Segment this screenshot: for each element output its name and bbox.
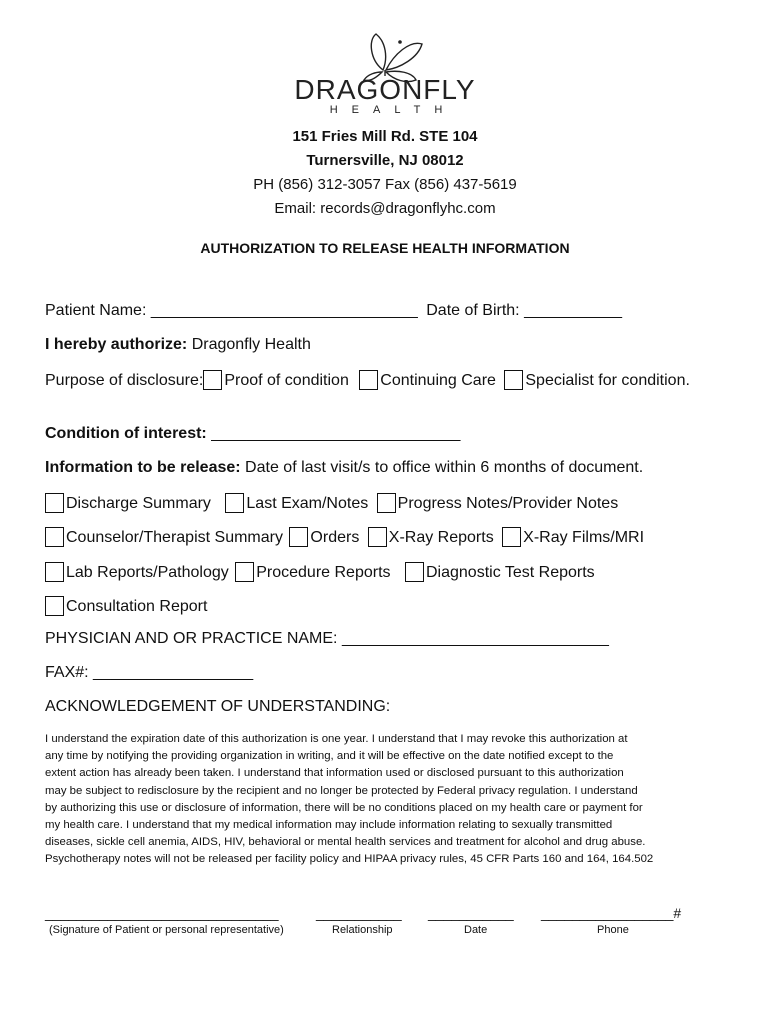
signature-label: (Signature of Patient or personal representative) [49, 924, 284, 936]
physician-line [45, 630, 609, 648]
option-lab-reports: Lab Reports/Pathology [66, 564, 229, 581]
records-row-2 [45, 527, 644, 547]
relationship-field[interactable]: ___________ [316, 905, 402, 921]
records-row-3 [45, 562, 595, 582]
patient-name-field[interactable]: ______________________________ [150, 302, 418, 319]
fax-field[interactable]: __________________ [93, 664, 254, 681]
purpose-checkbox-specialist[interactable] [504, 370, 523, 390]
physician-label: PHYSICIAN AND OR PRACTICE NAME: [45, 630, 338, 647]
purpose-checkbox-continuing[interactable] [359, 370, 378, 390]
option-diagnostic: Diagnostic Test Reports [425, 564, 595, 581]
info-line [45, 459, 643, 477]
checkbox-procedure[interactable] [235, 562, 254, 582]
ack-line: any time by notifying the providing organization in writing, and it will be effective on the date notified except to the [45, 750, 614, 763]
phone-field[interactable]: _________________# [541, 905, 682, 921]
purpose-line [45, 370, 690, 390]
form-title: AUTHORIZATION TO RELEASE HEALTH INFORMATION [200, 240, 570, 256]
ack-line: diseases, sickle cell anemia, AIDS, HIV, behavioral or mental health services and treatment for alcohol and drug abuse. [45, 836, 646, 849]
ack-line: Psychotherapy notes will not be released per facility policy and HIPAA privacy rules, 45 CFR Parts 160 and 164, 164.502 [45, 853, 654, 866]
ack-line: my health care. I understand that my medical information may include information relating to sexually transmitted [45, 819, 613, 832]
patient-name-label: Patient Name: [45, 302, 147, 319]
checkbox-xray-films[interactable] [502, 527, 521, 547]
phone-label: Phone [597, 924, 629, 936]
ack-line: may be subject to redisclosure by the recipient and no longer be protected by Federal privacy regulation. I understand [45, 784, 638, 797]
relationship-label: Relationship [332, 924, 393, 936]
ack-line: extent action has already been taken. I understand that information used or disclosed pursuant to this authorization [45, 767, 624, 780]
info-value: Date of last visit/s to office within 6 months of document. [245, 459, 644, 476]
address-line-2: Turnersville, NJ 08012 [306, 152, 464, 169]
option-xray-reports: X-Ray Reports [388, 529, 494, 546]
address-line-1: 151 Fries Mill Rd. STE 104 [292, 128, 478, 145]
checkbox-last-exam[interactable] [225, 493, 244, 513]
date-label: Date [464, 924, 488, 936]
option-last-exam: Last Exam/Notes [246, 495, 369, 512]
purpose-checkbox-proof[interactable] [203, 370, 222, 390]
authorize-label: I hereby authorize: [45, 336, 188, 353]
purpose-label: Purpose of disclosure: [45, 372, 204, 389]
checkbox-progress-notes[interactable] [377, 493, 396, 513]
purpose-option-specialist: Specialist for condition. [525, 372, 690, 389]
authorize-value: Dragonfly Health [191, 336, 311, 353]
checkbox-diagnostic[interactable] [405, 562, 424, 582]
checkbox-discharge[interactable] [45, 493, 64, 513]
option-consultation: Consultation Report [66, 598, 208, 615]
physician-field[interactable]: ______________________________ [341, 630, 609, 647]
ack-line: I understand the expiration date of this authorization is one year. I understand that I may revoke this authorization at [45, 733, 628, 745]
dob-label: Date of Birth: [426, 302, 520, 319]
option-xray-films: X-Ray Films/MRI [523, 529, 645, 546]
patient-line [45, 302, 622, 320]
checkbox-consultation[interactable] [45, 596, 64, 616]
signature-field[interactable]: ______________________________ [45, 905, 279, 921]
option-counselor: Counselor/Therapist Summary [66, 529, 283, 546]
email: Email: records@dragonflyhc.com [274, 200, 496, 217]
checkbox-counselor[interactable] [45, 527, 64, 547]
ack-paragraph [45, 731, 735, 869]
condition-line [45, 425, 460, 443]
purpose-option-continuing: Continuing Care [380, 372, 496, 389]
option-progress-notes: Progress Notes/Provider Notes [397, 495, 619, 512]
option-discharge: Discharge Summary [66, 495, 211, 512]
records-row-1 [45, 493, 618, 513]
phone-fax: PH (856) 312-3057 Fax (856) 437-5619 [253, 176, 517, 193]
option-orders: Orders [310, 529, 360, 546]
checkbox-orders[interactable] [289, 527, 308, 547]
info-label: Information to be release: [45, 459, 241, 476]
checkbox-lab-reports[interactable] [45, 562, 64, 582]
condition-field[interactable]: ____________________________ [211, 425, 461, 442]
option-procedure: Procedure Reports [256, 564, 391, 581]
dob-field[interactable]: ___________ [524, 302, 622, 319]
ack-title: ACKNOWLEDGEMENT OF UNDERSTANDING: [45, 698, 391, 715]
condition-label: Condition of interest: [45, 425, 207, 442]
brand-name: DRAGONFLY [294, 74, 476, 105]
fax-label: FAX#: [45, 664, 89, 681]
fax-line [45, 664, 253, 682]
purpose-option-proof: Proof of condition [224, 372, 349, 389]
checkbox-xray-reports[interactable] [368, 527, 387, 547]
authorize-line [45, 336, 311, 354]
brand-subtitle: HEALTH [329, 104, 457, 116]
date-field[interactable]: ___________ [428, 905, 514, 921]
ack-line: by authorizing this use or disclosure of information, there will be no conditions placed on my health care or payment for [45, 801, 643, 814]
records-row-4 [45, 596, 207, 616]
